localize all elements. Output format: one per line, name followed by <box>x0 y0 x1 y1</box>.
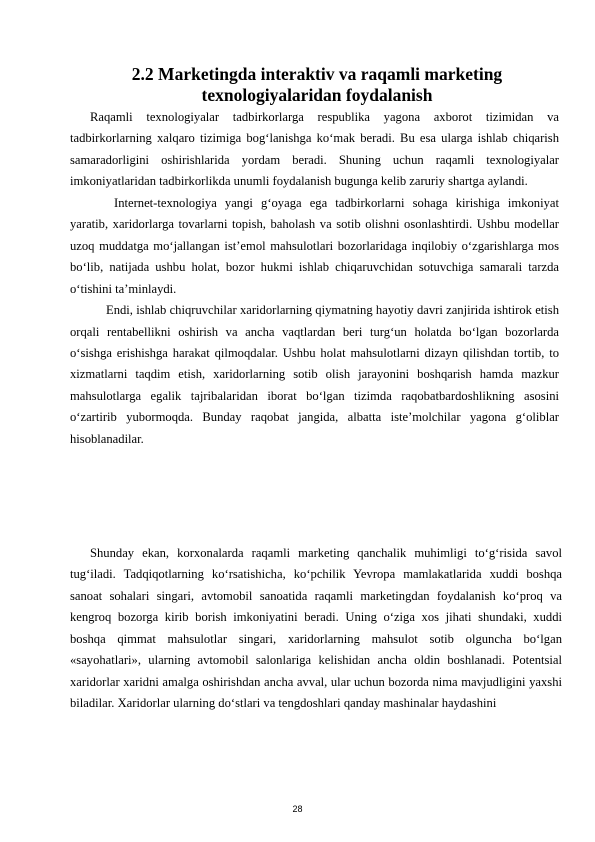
page-number: 28 <box>292 804 303 814</box>
body-text <box>70 107 559 450</box>
paragraph-3: Endi, ishlab chiqruvchilar xaridorlarning qiymatning hayotiy davri zanjirida ishtirok etish orqali rentabellikni oshirish va ancha vaqtlardan beri turg‘un holatda bo‘lgan bozorlarda o‘sishga erishishga harakat qilmoqdalar. Ushbu holat mahsulotlarni dizayn qilishdan tortib, to xizmatlarni taqdim etish, xaridorlarning sotib olish jarayonini boshqarish hamda mazkur mahsulotlarga egalik tajribalaridan iborat bo‘lgan tizimda raqobatbardoshlikning asosini o‘zartirib yubormoqda. Bunday raqobat jangida, albatta iste’molchilar yagona g‘oliblar hisoblanadilar. <box>70 303 559 446</box>
paragraph-1: Raqamli texnologiyalar tadbirkorlarga respublika yagona axborot tizimidan va tadbirkorlarning xalqaro tizimiga bog‘lanishga ko‘mak beradi. Bu esa ularga ishlab chiqarish samaradorligini oshirishlarida yordam beradi. Shuning uchun raqamli texnologiyalar imkoniyatlaridan tadbirkorlikda unumli foydalanish bugunga kelib zaruriy shartga aylandi. <box>70 110 559 189</box>
paragraph-4: Shunday ekan, korxonalarda raqamli marketing qanchalik muhimligi to‘g‘risida savol tug‘iladi. Tadqiqotlarning ko‘rsatishicha, ko‘pchilik Yevropa mamlakatlarida xuddi boshqa sanoat sohalari singari, avtomobil sanoatida raqamli marketingdan foydalanish ko‘proq va kengroq bozorga kirib borish imkoniyatini beradi. Uning o‘ziga xos jihati shundaki, xuddi boshqa qimmat mahsulotlar singari, xaridorlarning mahsulot sotib olguncha bo‘lgan «sayohatlari», ularning avtomobil salonlariga kelishidan ancha oldin boshlanadi. Potentsial xaridorlar xaridni amalga oshirishdan ancha avval, ular uchun bozorda nima mavjudligini yaxshi biladilar. Xaridorlar ularning do‘stlari va tengdoshlari qanday mashinalar haydashini <box>70 546 562 711</box>
section-heading: 2.2 Marketingda interaktiv va raqamli marketing texnologiyalaridan foydalanish <box>131 64 503 105</box>
paragraph-2: Internet-texnologiya yangi g‘oyaga ega tadbirkorlarni sohaga kirishiga imkoniyat yaratib, xaridorlarga tovarlarni topish, baholash va sotib olishni osonlashtirdi. Ushbu modellar uzoq muddatga mo‘jallangan ist’emol mahsulotlari bozorlaridaga inqilobiy o‘zgarishlarga mos bo‘lib, natijada ushbu holat, bozor hukmi ishlab chiqaruvchidan sotuvchiga samarali tarzda o‘tishini ta’minlaydi. <box>70 195 559 296</box>
